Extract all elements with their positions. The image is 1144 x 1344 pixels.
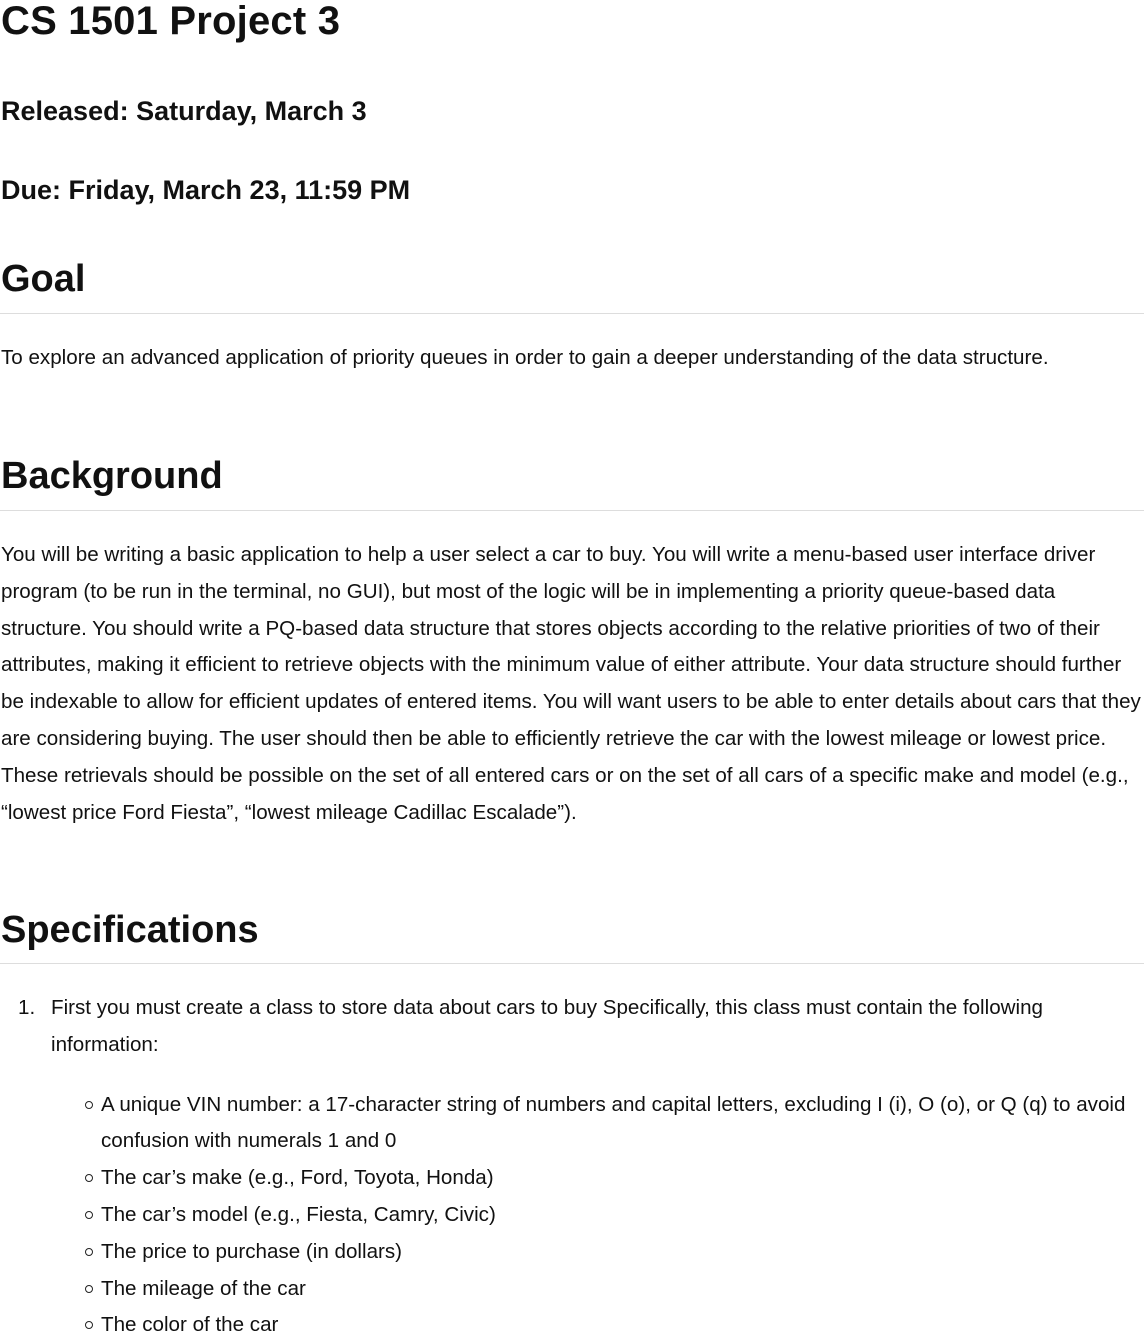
list-item: [51, 1234, 1144, 1271]
specifications-list: [0, 990, 1144, 1344]
list-item: [51, 1197, 1144, 1234]
list-item: [51, 1087, 1144, 1161]
list-item: [51, 1160, 1144, 1197]
due-date: Due: Friday, March 23, 11:59 PM: [1, 175, 411, 205]
background-heading: Background: [1, 455, 223, 497]
list-item-text: The price to purchase (in dollars): [101, 1239, 403, 1263]
hollow-bullet-icon: [85, 1285, 93, 1293]
spec-item: [0, 990, 1144, 1344]
hollow-bullet-icon: [85, 1321, 93, 1329]
specifications-divider: [0, 963, 1144, 964]
hollow-bullet-icon: [85, 1101, 93, 1109]
spec-item-text: First you must create a class to store data about cars to buy Specifically, this class must contain the following information:: [51, 996, 1043, 1056]
list-item: [51, 1271, 1144, 1308]
list-item-text: The mileage of the car: [101, 1276, 306, 1300]
list-item-text: The color of the car: [101, 1313, 279, 1337]
background-divider: [0, 510, 1144, 511]
hollow-bullet-icon: [85, 1211, 93, 1219]
list-item-text: The car’s make (e.g., Ford, Toyota, Honda): [101, 1166, 494, 1190]
goal-divider: [0, 313, 1144, 314]
car-attributes-list: [51, 1087, 1144, 1344]
list-item-text: The car’s model (e.g., Fiesta, Camry, Civic): [101, 1202, 496, 1226]
list-item: [51, 1307, 1144, 1344]
page-title: CS 1501 Project 3: [1, 0, 341, 43]
background-paragraph: You will be writing a basic application to help a user select a car to buy. You will write a menu-based user interface driver program (to be run in the terminal, no GUI), but most of the logic will be in implementing a priority queue-based data structure. You should write a PQ-based data structure that stores objects according to the relative priorities of two of their attributes, making it efficient to retrieve objects with the minimum value of either attribute. Your data structure should further be indexable to allow for efficient updates of entered items. You will want users to be able to enter details about cars that they are considering buying. The user should then be able to efficiently retrieve the car with the lowest mileage or lowest price. These retrievals should be possible on the set of all entered cars or on the set of all cars of a specific make and model (e.g., “lowest price Ford Fiesta”, “lowest mileage Cadillac Escalade”).: [1, 543, 1141, 824]
spec-item-number: 1.: [18, 996, 36, 1019]
release-date: Released: Saturday, March 3: [1, 96, 367, 126]
goal-heading: Goal: [1, 258, 86, 300]
hollow-bullet-icon: [85, 1174, 93, 1182]
hollow-bullet-icon: [85, 1248, 93, 1256]
list-item-text: A unique VIN number: a 17-character string of numbers and capital letters, excluding I (i), O (o), or Q (q) to avoid confusion with numerals 1 and 0: [101, 1092, 1126, 1153]
goal-paragraph: To explore an advanced application of priority queues in order to gain a deeper understanding of the data structure.: [1, 346, 1049, 369]
specifications-heading: Specifications: [1, 909, 259, 951]
